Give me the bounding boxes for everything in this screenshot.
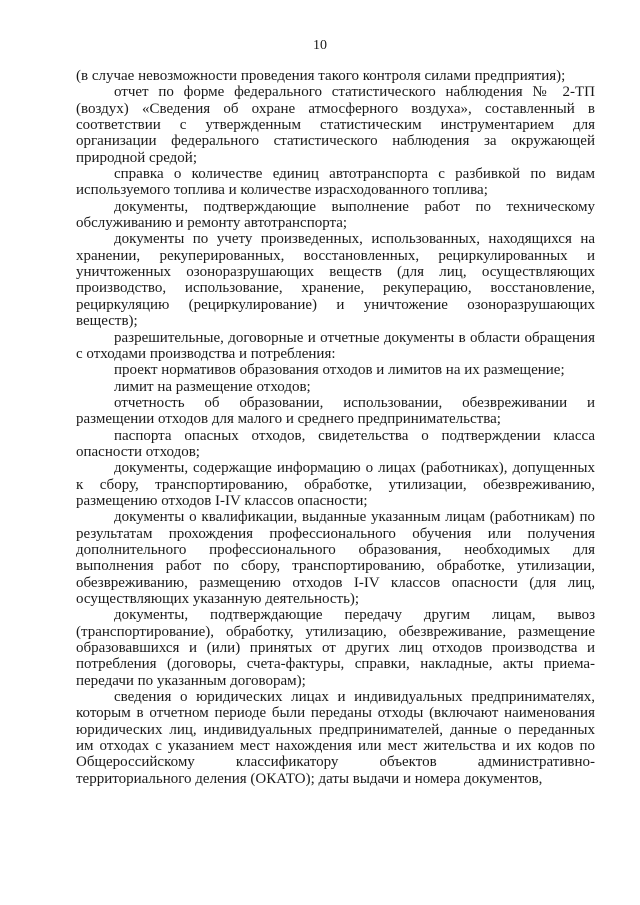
paragraph: документы по учету произведенных, использованных, находящихся на хранении, рекуперированных, восстановленных, рециркулированных и уничтоженных озоноразрушающих веществ (для лиц, осуществляющих производство, использование, хранение, рекуперацию, восстановление, рециркуляцию (рециркулирование) и уничтожение озоноразрушающих веществ); [76,231,595,330]
paragraph: документы, содержащие информацию о лицах (работниках), допущенных к сбору, транспортированию, обработке, утилизации, обезвреживанию, размещению отходов I-IV классов опасности; [76,460,595,509]
document-body [76,68,595,787]
paragraph: отчет по форме федерального статистического наблюдения № 2-ТП (воздух) «Сведения об охране атмосферного воздуха», составленный в соответствии с утвержденным статистическим инструментарием для организации федерального статистического наблюдения за окружающей природной средой; [76,84,595,166]
paragraph: документы, подтверждающие передачу другим лицам, вывоз (транспортирование), обработку, утилизацию, обезвреживание, размещение образовавшихся и (или) принятых от других лиц отходов производства и потребления (договоры, счета-фактуры, справки, накладные, акты приема-передачи по указанным договорам); [76,607,595,689]
paragraph: документы, подтверждающие выполнение работ по техническому обслуживанию и ремонту автотранспорта; [76,198,595,232]
paragraph: сведения о юридических лицах и индивидуальных предпринимателях, которым в отчетном периоде были переданы отходы (включают наименования юридических лиц, индивидуальных предпринимателей, данные о переданных им отходах с указанием мест нахождения или мест жительства и их кодов по Общероссийскому классификатору объектов административно-территориального деления (ОКАТО); даты выдачи и номера документов, [76,689,595,787]
paragraph: отчетность об образовании, использовании, обезвреживании и размещении отходов для малого и среднего предпринимательства; [76,394,595,428]
paragraph: паспорта опасных отходов, свидетельства о подтверждении класса опасности отходов; [76,427,595,460]
paragraph: лимит на размещение отходов; [114,378,311,395]
paragraph: разрешительные, договорные и отчетные документы в области обращения с отходами производства и потребления: [76,329,595,362]
paragraph: (в случае невозможности проведения такого контроля силами предприятия); [76,68,566,84]
page-number: 10 [313,38,327,53]
paragraph: справка о количестве единиц автотранспорта с разбивкой по видам используемого топлива и количестве израсходованного топлива; [76,166,595,199]
paragraph: документы о квалификации, выданные указанным лицам (работникам) по результатам прохождения профессионального обучения или получения дополнительного профессионального образования, необходимых для выполнения работ по сбору, транспортированию, обработке, утилизации, обезвреживанию, размещению отходов I-IV классов опасности (для лиц, осуществляющих указанную деятельность); [76,509,595,607]
paragraph: проект нормативов образования отходов и лимитов на их размещение; [114,362,565,379]
